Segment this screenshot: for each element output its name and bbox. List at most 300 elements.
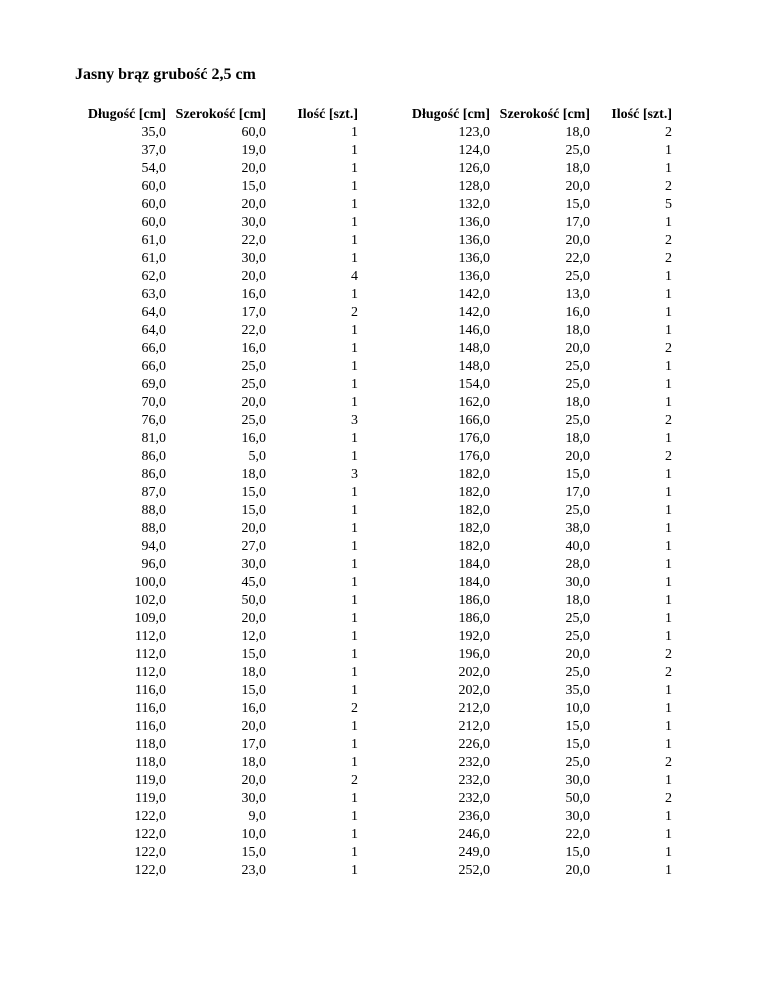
cell-length: 196,0 (458, 647, 490, 662)
cell-length: 182,0 (458, 503, 490, 518)
table-row (78, 250, 358, 268)
cell-quantity: 1 (351, 557, 358, 572)
cell-length: 184,0 (458, 575, 490, 590)
table-row (78, 574, 358, 592)
table-row (78, 304, 358, 322)
cell-length: 70,0 (141, 395, 166, 410)
cell-length: 116,0 (135, 701, 166, 716)
cell-length: 123,0 (458, 125, 490, 140)
cell-quantity: 2 (351, 701, 358, 716)
cell-length: 142,0 (458, 287, 490, 302)
cell-quantity: 1 (665, 161, 672, 176)
cell-width: 40,0 (565, 539, 590, 554)
cell-length: 76,0 (141, 413, 166, 428)
cell-quantity: 1 (665, 701, 672, 716)
cell-length: 162,0 (458, 395, 490, 410)
table-row (402, 736, 672, 754)
table-row (402, 214, 672, 232)
cell-width: 15,0 (565, 719, 590, 734)
cell-width: 16,0 (241, 287, 266, 302)
cell-width: 10,0 (565, 701, 590, 716)
cell-width: 27,0 (241, 539, 266, 554)
table-row (78, 610, 358, 628)
cell-width: 22,0 (241, 233, 266, 248)
cell-length: 116,0 (135, 683, 166, 698)
cell-width: 15,0 (565, 197, 590, 212)
cell-width: 20,0 (241, 521, 266, 536)
cell-quantity: 2 (665, 251, 672, 266)
cell-quantity: 1 (665, 809, 672, 824)
cell-width: 20,0 (565, 179, 590, 194)
table-row (78, 502, 358, 520)
cell-quantity: 1 (351, 737, 358, 752)
cell-width: 18,0 (565, 395, 590, 410)
table-row (78, 628, 358, 646)
cell-quantity: 1 (665, 827, 672, 842)
cell-length: 86,0 (141, 467, 166, 482)
table-row (402, 178, 672, 196)
cell-quantity: 1 (665, 143, 672, 158)
table-row (402, 142, 672, 160)
table-row (402, 610, 672, 628)
cell-width: 20,0 (565, 863, 590, 878)
cell-quantity: 2 (351, 305, 358, 320)
cell-width: 25,0 (565, 665, 590, 680)
cell-width: 15,0 (565, 845, 590, 860)
cell-quantity: 2 (665, 179, 672, 194)
table-row (402, 520, 672, 538)
cell-quantity: 2 (665, 449, 672, 464)
cell-length: 118,0 (135, 737, 166, 752)
cell-length: 232,0 (458, 791, 490, 806)
cell-quantity: 2 (665, 341, 672, 356)
table-row (402, 160, 672, 178)
table-row (402, 772, 672, 790)
cell-width: 13,0 (565, 287, 590, 302)
table-row (78, 232, 358, 250)
table-row (402, 538, 672, 556)
cell-length: 184,0 (458, 557, 490, 572)
cell-width: 30,0 (241, 557, 266, 572)
cell-length: 96,0 (141, 557, 166, 572)
cell-width: 18,0 (565, 431, 590, 446)
cell-quantity: 1 (351, 827, 358, 842)
cell-length: 126,0 (458, 161, 490, 176)
table-row (402, 646, 672, 664)
cell-length: 62,0 (141, 269, 166, 284)
cell-length: 64,0 (141, 305, 166, 320)
cell-width: 15,0 (241, 179, 266, 194)
cell-quantity: 2 (665, 791, 672, 806)
cell-length: 136,0 (458, 233, 490, 248)
cell-length: 69,0 (141, 377, 166, 392)
cell-length: 236,0 (458, 809, 490, 824)
cell-quantity: 1 (351, 323, 358, 338)
cell-length: 66,0 (141, 359, 166, 374)
table-row (402, 502, 672, 520)
cell-quantity: 1 (351, 287, 358, 302)
table-row (78, 484, 358, 502)
cell-width: 20,0 (241, 197, 266, 212)
table-row (402, 232, 672, 250)
cell-width: 25,0 (565, 503, 590, 518)
table-row (402, 340, 672, 358)
table-row (78, 286, 358, 304)
table-row (402, 484, 672, 502)
cell-quantity: 1 (665, 503, 672, 518)
cell-quantity: 2 (665, 647, 672, 662)
cell-length: 122,0 (134, 827, 166, 842)
table-row (402, 448, 672, 466)
cell-length: 88,0 (141, 503, 166, 518)
header-width: Szerokość [cm] (175, 107, 266, 122)
table-row (78, 772, 358, 790)
cell-width: 18,0 (565, 593, 590, 608)
cell-quantity: 1 (665, 485, 672, 500)
table-row (78, 736, 358, 754)
table-row (402, 124, 672, 142)
cell-width: 15,0 (241, 683, 266, 698)
cell-length: 226,0 (458, 737, 490, 752)
cell-width: 20,0 (565, 647, 590, 662)
cell-length: 100,0 (134, 575, 166, 590)
cell-width: 12,0 (241, 629, 266, 644)
cell-length: 176,0 (458, 431, 490, 446)
cell-length: 60,0 (141, 179, 166, 194)
cell-width: 25,0 (565, 269, 590, 284)
table-row (78, 790, 358, 808)
cell-length: 182,0 (458, 539, 490, 554)
cell-length: 112,0 (135, 647, 166, 662)
dimensions-table-right (402, 106, 672, 880)
cell-quantity: 3 (351, 467, 358, 482)
cell-quantity: 1 (351, 395, 358, 410)
cell-length: 136,0 (458, 269, 490, 284)
cell-quantity: 1 (665, 683, 672, 698)
cell-quantity: 1 (665, 431, 672, 446)
cell-width: 18,0 (241, 755, 266, 770)
cell-width: 35,0 (565, 683, 590, 698)
cell-length: 232,0 (458, 773, 490, 788)
cell-length: 60,0 (141, 197, 166, 212)
dimensions-table-left (78, 106, 358, 880)
table-row (78, 826, 358, 844)
table-row (78, 358, 358, 376)
table-row (402, 466, 672, 484)
table-body-left (78, 124, 358, 880)
cell-length: 136,0 (458, 251, 490, 266)
cell-quantity: 1 (351, 485, 358, 500)
table-row (78, 412, 358, 430)
cell-quantity: 1 (665, 269, 672, 284)
table-row (402, 700, 672, 718)
table-row (402, 844, 672, 862)
cell-quantity: 1 (351, 179, 358, 194)
table-row (78, 754, 358, 772)
header-length: Długość [cm] (87, 107, 166, 122)
cell-quantity: 1 (665, 359, 672, 374)
cell-quantity: 1 (665, 521, 672, 536)
cell-quantity: 5 (665, 197, 672, 212)
cell-length: 112,0 (135, 665, 166, 680)
cell-width: 20,0 (565, 341, 590, 356)
table-row (78, 646, 358, 664)
cell-quantity: 1 (665, 377, 672, 392)
table-row (402, 322, 672, 340)
cell-length: 142,0 (458, 305, 490, 320)
cell-length: 66,0 (141, 341, 166, 356)
cell-width: 20,0 (241, 161, 266, 176)
cell-quantity: 1 (351, 593, 358, 608)
table-row (78, 808, 358, 826)
cell-quantity: 1 (665, 557, 672, 572)
table-row (402, 268, 672, 286)
cell-length: 64,0 (141, 323, 166, 338)
document-title: Jasny brąz grubość 2,5 cm (75, 66, 256, 83)
cell-quantity: 1 (665, 323, 672, 338)
cell-quantity: 2 (665, 233, 672, 248)
table-row (402, 826, 672, 844)
cell-quantity: 1 (665, 611, 672, 626)
header-length: Długość [cm] (411, 107, 490, 122)
cell-width: 15,0 (565, 467, 590, 482)
cell-length: 122,0 (134, 845, 166, 860)
cell-quantity: 1 (351, 791, 358, 806)
cell-width: 9,0 (248, 809, 266, 824)
table-row (78, 520, 358, 538)
cell-quantity: 1 (351, 377, 358, 392)
cell-length: 212,0 (458, 719, 490, 734)
cell-quantity: 1 (665, 737, 672, 752)
header-row (78, 106, 358, 124)
cell-width: 50,0 (565, 791, 590, 806)
cell-width: 20,0 (241, 773, 266, 788)
cell-width: 25,0 (565, 377, 590, 392)
header-quantity: Ilość [szt.] (611, 107, 672, 122)
cell-quantity: 1 (351, 251, 358, 266)
table-row (78, 592, 358, 610)
cell-length: 192,0 (458, 629, 490, 644)
cell-width: 25,0 (241, 359, 266, 374)
cell-width: 15,0 (241, 503, 266, 518)
cell-quantity: 2 (665, 125, 672, 140)
table-row (78, 142, 358, 160)
cell-length: 116,0 (135, 719, 166, 734)
table-row (78, 466, 358, 484)
cell-length: 109,0 (134, 611, 166, 626)
cell-width: 20,0 (241, 395, 266, 410)
cell-quantity: 1 (665, 305, 672, 320)
cell-length: 186,0 (458, 593, 490, 608)
cell-quantity: 1 (351, 719, 358, 734)
table-row (78, 214, 358, 232)
cell-quantity: 1 (665, 593, 672, 608)
cell-quantity: 2 (665, 755, 672, 770)
cell-width: 16,0 (241, 431, 266, 446)
cell-quantity: 1 (665, 629, 672, 644)
cell-quantity: 1 (351, 431, 358, 446)
table-row (78, 124, 358, 142)
cell-quantity: 1 (665, 575, 672, 590)
table-row (78, 700, 358, 718)
table-row (402, 394, 672, 412)
cell-length: 37,0 (141, 143, 166, 158)
cell-width: 25,0 (565, 611, 590, 626)
cell-width: 22,0 (565, 827, 590, 842)
cell-width: 30,0 (241, 251, 266, 266)
cell-width: 19,0 (241, 143, 266, 158)
table-body-right (402, 124, 672, 880)
header-width: Szerokość [cm] (499, 107, 590, 122)
table-row (78, 430, 358, 448)
cell-quantity: 1 (351, 233, 358, 248)
cell-width: 30,0 (565, 809, 590, 824)
table-row (402, 286, 672, 304)
table-row (78, 160, 358, 178)
cell-width: 28,0 (565, 557, 590, 572)
cell-length: 132,0 (458, 197, 490, 212)
table-row (402, 754, 672, 772)
cell-width: 18,0 (565, 161, 590, 176)
cell-width: 16,0 (241, 341, 266, 356)
cell-length: 128,0 (458, 179, 490, 194)
table-row (78, 556, 358, 574)
cell-quantity: 1 (351, 125, 358, 140)
cell-width: 30,0 (241, 791, 266, 806)
cell-quantity: 1 (351, 683, 358, 698)
cell-quantity: 1 (351, 629, 358, 644)
cell-length: 102,0 (134, 593, 166, 608)
cell-width: 16,0 (241, 701, 266, 716)
cell-quantity: 1 (665, 845, 672, 860)
cell-length: 60,0 (141, 215, 166, 230)
cell-width: 25,0 (565, 359, 590, 374)
table-row (402, 556, 672, 574)
cell-quantity: 1 (351, 665, 358, 680)
header-row (402, 106, 672, 124)
table-row (78, 448, 358, 466)
table-row (78, 862, 358, 880)
table-row (402, 808, 672, 826)
cell-width: 50,0 (241, 593, 266, 608)
cell-length: 136,0 (458, 215, 490, 230)
table-row (402, 196, 672, 214)
cell-quantity: 1 (665, 539, 672, 554)
cell-width: 30,0 (565, 773, 590, 788)
cell-length: 176,0 (458, 449, 490, 464)
table-row (78, 340, 358, 358)
cell-quantity: 1 (665, 773, 672, 788)
cell-width: 22,0 (565, 251, 590, 266)
cell-length: 119,0 (135, 773, 166, 788)
cell-quantity: 1 (351, 449, 358, 464)
cell-width: 25,0 (241, 377, 266, 392)
cell-width: 15,0 (241, 647, 266, 662)
table-row (78, 178, 358, 196)
cell-width: 22,0 (241, 323, 266, 338)
cell-width: 25,0 (565, 413, 590, 428)
header-quantity: Ilość [szt.] (297, 107, 358, 122)
cell-width: 23,0 (241, 863, 266, 878)
cell-length: 94,0 (141, 539, 166, 554)
cell-width: 15,0 (241, 845, 266, 860)
table-row (78, 844, 358, 862)
cell-quantity: 1 (665, 395, 672, 410)
cell-quantity: 1 (351, 863, 358, 878)
cell-quantity: 1 (665, 719, 672, 734)
cell-length: 122,0 (134, 809, 166, 824)
cell-length: 146,0 (458, 323, 490, 338)
cell-width: 20,0 (565, 233, 590, 248)
cell-length: 54,0 (141, 161, 166, 176)
cell-quantity: 1 (351, 341, 358, 356)
cell-width: 20,0 (241, 269, 266, 284)
table-row (78, 718, 358, 736)
cell-quantity: 1 (351, 647, 358, 662)
table-row (78, 268, 358, 286)
table-row (402, 376, 672, 394)
table-row (402, 790, 672, 808)
cell-width: 25,0 (565, 629, 590, 644)
table-row (402, 628, 672, 646)
cell-width: 17,0 (565, 485, 590, 500)
table-row (402, 718, 672, 736)
cell-width: 18,0 (241, 665, 266, 680)
cell-length: 148,0 (458, 341, 490, 356)
cell-length: 61,0 (141, 251, 166, 266)
cell-width: 30,0 (241, 215, 266, 230)
cell-quantity: 1 (665, 287, 672, 302)
cell-quantity: 1 (351, 611, 358, 626)
table-row (78, 664, 358, 682)
cell-quantity: 1 (665, 863, 672, 878)
cell-quantity: 3 (351, 413, 358, 428)
cell-quantity: 1 (351, 503, 358, 518)
cell-width: 45,0 (241, 575, 266, 590)
cell-quantity: 1 (351, 359, 358, 374)
cell-width: 20,0 (241, 719, 266, 734)
cell-width: 18,0 (565, 125, 590, 140)
cell-length: 112,0 (135, 629, 166, 644)
table-row (402, 682, 672, 700)
table-row (78, 376, 358, 394)
cell-width: 20,0 (565, 449, 590, 464)
table-row (78, 394, 358, 412)
cell-quantity: 1 (351, 215, 358, 230)
cell-length: 118,0 (135, 755, 166, 770)
cell-quantity: 2 (351, 773, 358, 788)
cell-length: 246,0 (458, 827, 490, 842)
table-row (402, 430, 672, 448)
cell-length: 212,0 (458, 701, 490, 716)
cell-width: 5,0 (248, 449, 266, 464)
cell-width: 30,0 (565, 575, 590, 590)
cell-length: 63,0 (141, 287, 166, 302)
cell-length: 119,0 (135, 791, 166, 806)
cell-width: 17,0 (241, 305, 266, 320)
cell-width: 25,0 (565, 755, 590, 770)
cell-quantity: 1 (665, 215, 672, 230)
cell-length: 88,0 (141, 521, 166, 536)
cell-length: 122,0 (134, 863, 166, 878)
cell-length: 186,0 (458, 611, 490, 626)
cell-length: 154,0 (458, 377, 490, 392)
cell-quantity: 1 (351, 143, 358, 158)
cell-width: 25,0 (241, 413, 266, 428)
cell-quantity: 2 (665, 413, 672, 428)
cell-quantity: 1 (351, 755, 358, 770)
table-row (78, 196, 358, 214)
